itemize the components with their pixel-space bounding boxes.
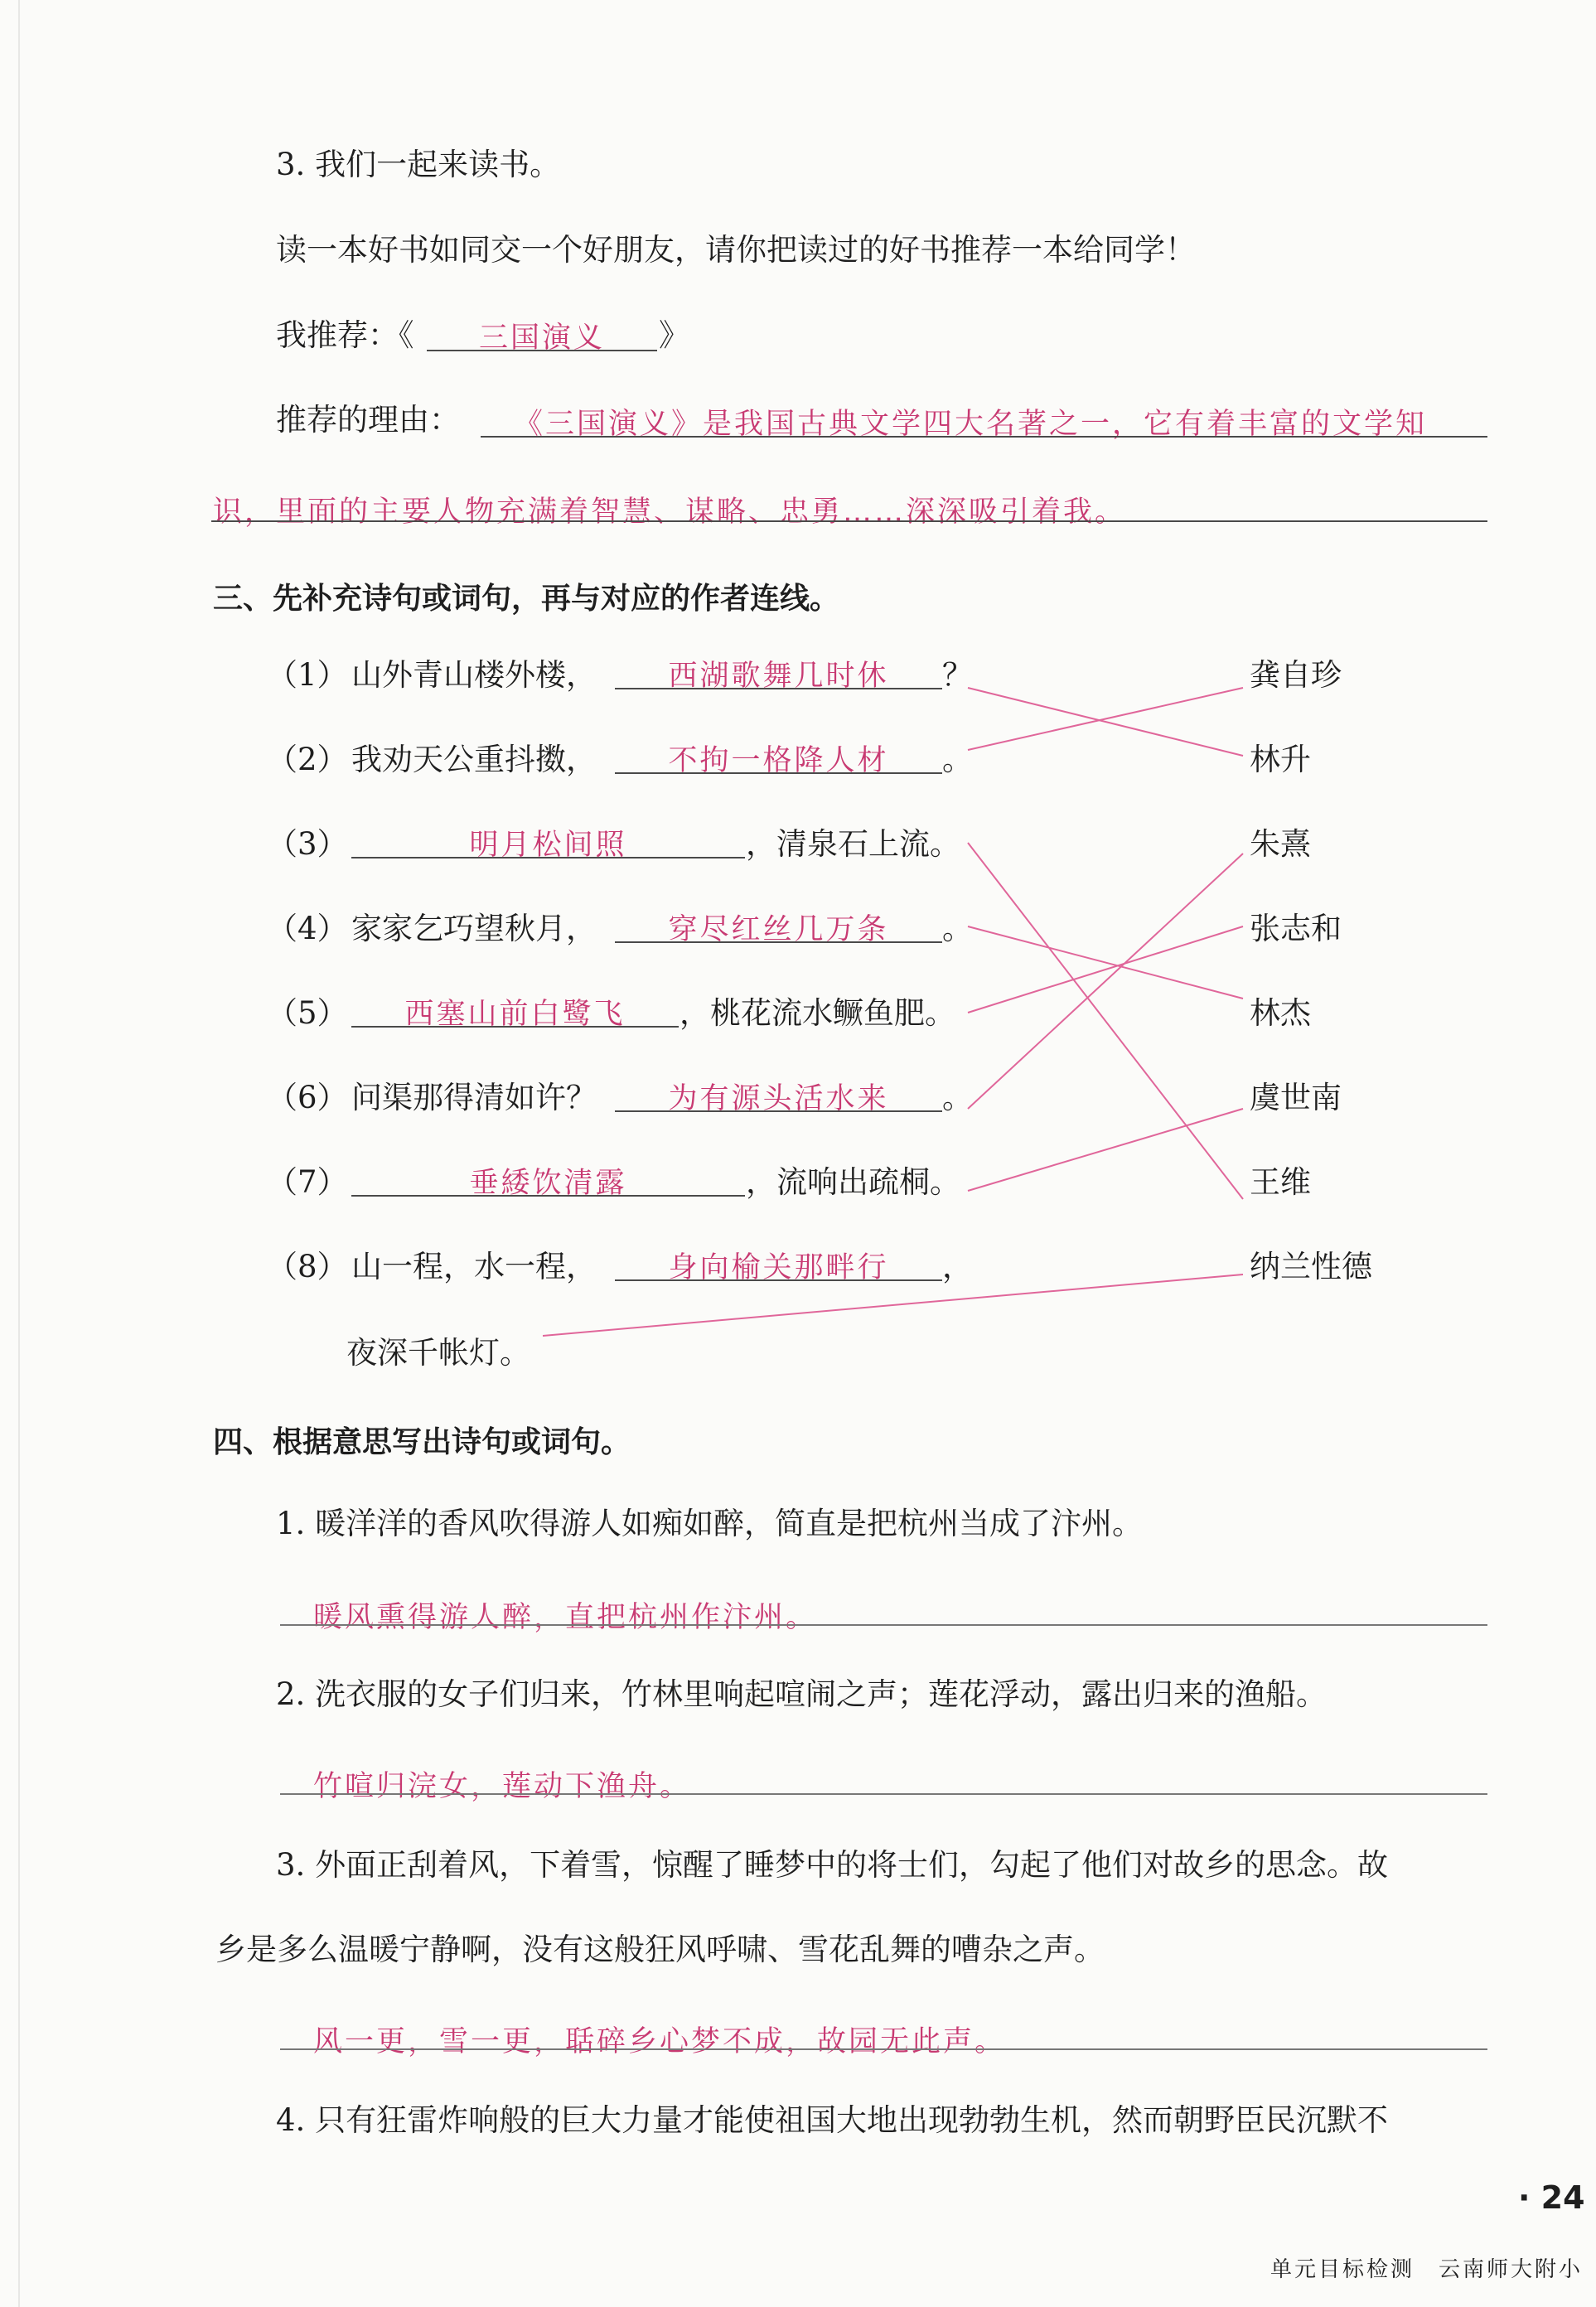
s4-a2-underline: [280, 1793, 1487, 1795]
reason-answer-line1: 《三国演义》是我国古典文学四大名著之一，它有着丰富的文学知: [514, 408, 1428, 441]
s4-a3-underline: [280, 2048, 1487, 2050]
s3-item2-num: （2）: [267, 742, 348, 777]
reason-answer-line2: 识，里面的主要人物充满着智慧、谋略、忠勇……深深吸引着我。: [213, 496, 1127, 529]
link-7-6: [968, 1109, 1243, 1191]
recommend-answer: 三国演义: [478, 322, 605, 355]
s3-item1-before: 山外青山楼外楼，: [351, 657, 597, 693]
s3-item5-answer: 西塞山前白鹭飞: [404, 998, 626, 1031]
author-8: 纳兰性德: [1250, 1249, 1372, 1284]
s3-item8-num: （8）: [267, 1249, 348, 1284]
page-number: · 24: [1518, 2179, 1585, 2216]
s3-item6-num: （6）: [267, 1080, 348, 1115]
s4-q1: 1. 暖洋洋的香风吹得游人如痴如醉，简直是把杭州当成了汴州。: [276, 1506, 1144, 1541]
link-4-5: [968, 926, 1243, 999]
s3-item6-blank: [615, 1074, 942, 1115]
author-5: 林杰: [1250, 995, 1311, 1031]
s3-item3-after: ，清泉石上流。: [746, 826, 960, 862]
s3-item3-blank: [351, 820, 745, 862]
s3-item1-answer: 西湖歌舞几时休: [668, 660, 889, 693]
link-6-3: [968, 854, 1243, 1109]
s3-item3-answer: 明月松间照: [469, 829, 627, 862]
s3-item8-continuation: 夜深千帐灯。: [346, 1335, 530, 1371]
footer-label: 单元目标检测 云南师大附小: [1270, 2257, 1584, 2282]
s3-item3-num: （3）: [267, 826, 348, 862]
s3-item1-num: （1）: [267, 657, 348, 693]
recommend-close: 》: [659, 317, 689, 353]
author-7: 王维: [1250, 1164, 1311, 1200]
author-6: 虞世南: [1250, 1080, 1342, 1115]
s3-item8-blank: [615, 1243, 942, 1284]
item3-title: 3. 我们一起来读书。: [276, 147, 561, 182]
s3-item2-answer: 不拘一格降人材: [668, 744, 889, 777]
s3-item7-answer: 垂緌饮清露: [469, 1167, 627, 1200]
s3-item2-blank: [615, 736, 942, 777]
s3-item4-after: 。: [942, 911, 973, 946]
section3-heading: 三、先补充诗句或词句，再与对应的作者连线。: [213, 582, 840, 616]
s3-item6-answer: 为有源头活水来: [668, 1082, 889, 1115]
s4-a2: 竹喧归浣女，莲动下渔舟。: [313, 1770, 692, 1803]
section4-heading: 四、根据意思写出诗句或词句。: [213, 1425, 631, 1459]
s3-item4-blank: [615, 905, 942, 946]
s4-q2: 2. 洗衣服的女子们归来，竹林里响起喧闹之声；莲花浮动，露出归来的渔船。: [276, 1676, 1328, 1712]
author-4: 张志和: [1250, 911, 1342, 946]
s3-item7-blank: [351, 1158, 745, 1200]
s3-item7-after: ，流响出疏桐。: [746, 1164, 960, 1200]
recommend-label: 我推荐：《: [276, 317, 414, 353]
s3-item4-before: 家家乞巧望秋月，: [351, 911, 597, 946]
author-3: 朱熹: [1250, 826, 1311, 862]
s3-item4-answer: 穿尽红丝几万条: [668, 913, 889, 946]
item3-intro: 读一本好书如同交一个好朋友，请你把读过的好书推荐一本给同学！: [276, 232, 1196, 268]
s4-a1-underline: [280, 1624, 1487, 1626]
s3-item1-blank: [615, 651, 942, 693]
s3-item5-num: （5）: [267, 995, 348, 1031]
s4-q3-line1: 3. 外面正刮着风，下着雪，惊醒了睡梦中的将士们，勾起了他们对故乡的思念。故: [276, 1847, 1389, 1883]
s3-item2-after: 。: [942, 742, 973, 777]
reason-label: 推荐的理由：: [276, 402, 460, 438]
link-5-4: [968, 926, 1243, 1013]
s4-a1: 暖风熏得游人醉，直把杭州作汴州。: [313, 1601, 818, 1634]
s3-item5-after: ，桃花流水鳜鱼肥。: [680, 995, 955, 1031]
s4-a3: 风一更，雪一更，聒碎乡心梦不成，故园无此声。: [313, 2025, 1007, 2058]
link-2-1: [968, 688, 1243, 750]
author-1: 龚自珍: [1250, 657, 1342, 693]
s3-item6-after: 。: [942, 1080, 973, 1115]
s3-item4-num: （4）: [267, 911, 348, 946]
s3-item8-answer: 身向榆关那畔行: [668, 1251, 889, 1284]
s3-item8-after: ，: [942, 1249, 973, 1284]
s3-item5-blank: [351, 989, 679, 1031]
link-3-7: [968, 843, 1243, 1199]
link-8-8: [543, 1274, 1243, 1336]
s3-item6-before: 问渠那得清如许？: [351, 1080, 597, 1115]
s4-q3-line2: 乡是多么温暖宁静啊，没有这般狂风呼啸、雪花乱舞的嘈杂之声。: [215, 1932, 1105, 1967]
s4-q4-line1: 4. 只有狂雷炸响般的巨大力量才能使祖国大地出现勃勃生机，然而朝野臣民沉默不: [276, 2102, 1389, 2138]
s3-item1-after: ？: [942, 657, 973, 693]
link-1-2: [968, 688, 1243, 756]
s3-item2-before: 我劝天公重抖擞，: [351, 742, 597, 777]
author-2: 林升: [1250, 742, 1311, 777]
s3-item8-before: 山一程，水一程，: [351, 1249, 597, 1284]
s3-item7-num: （7）: [267, 1164, 348, 1200]
